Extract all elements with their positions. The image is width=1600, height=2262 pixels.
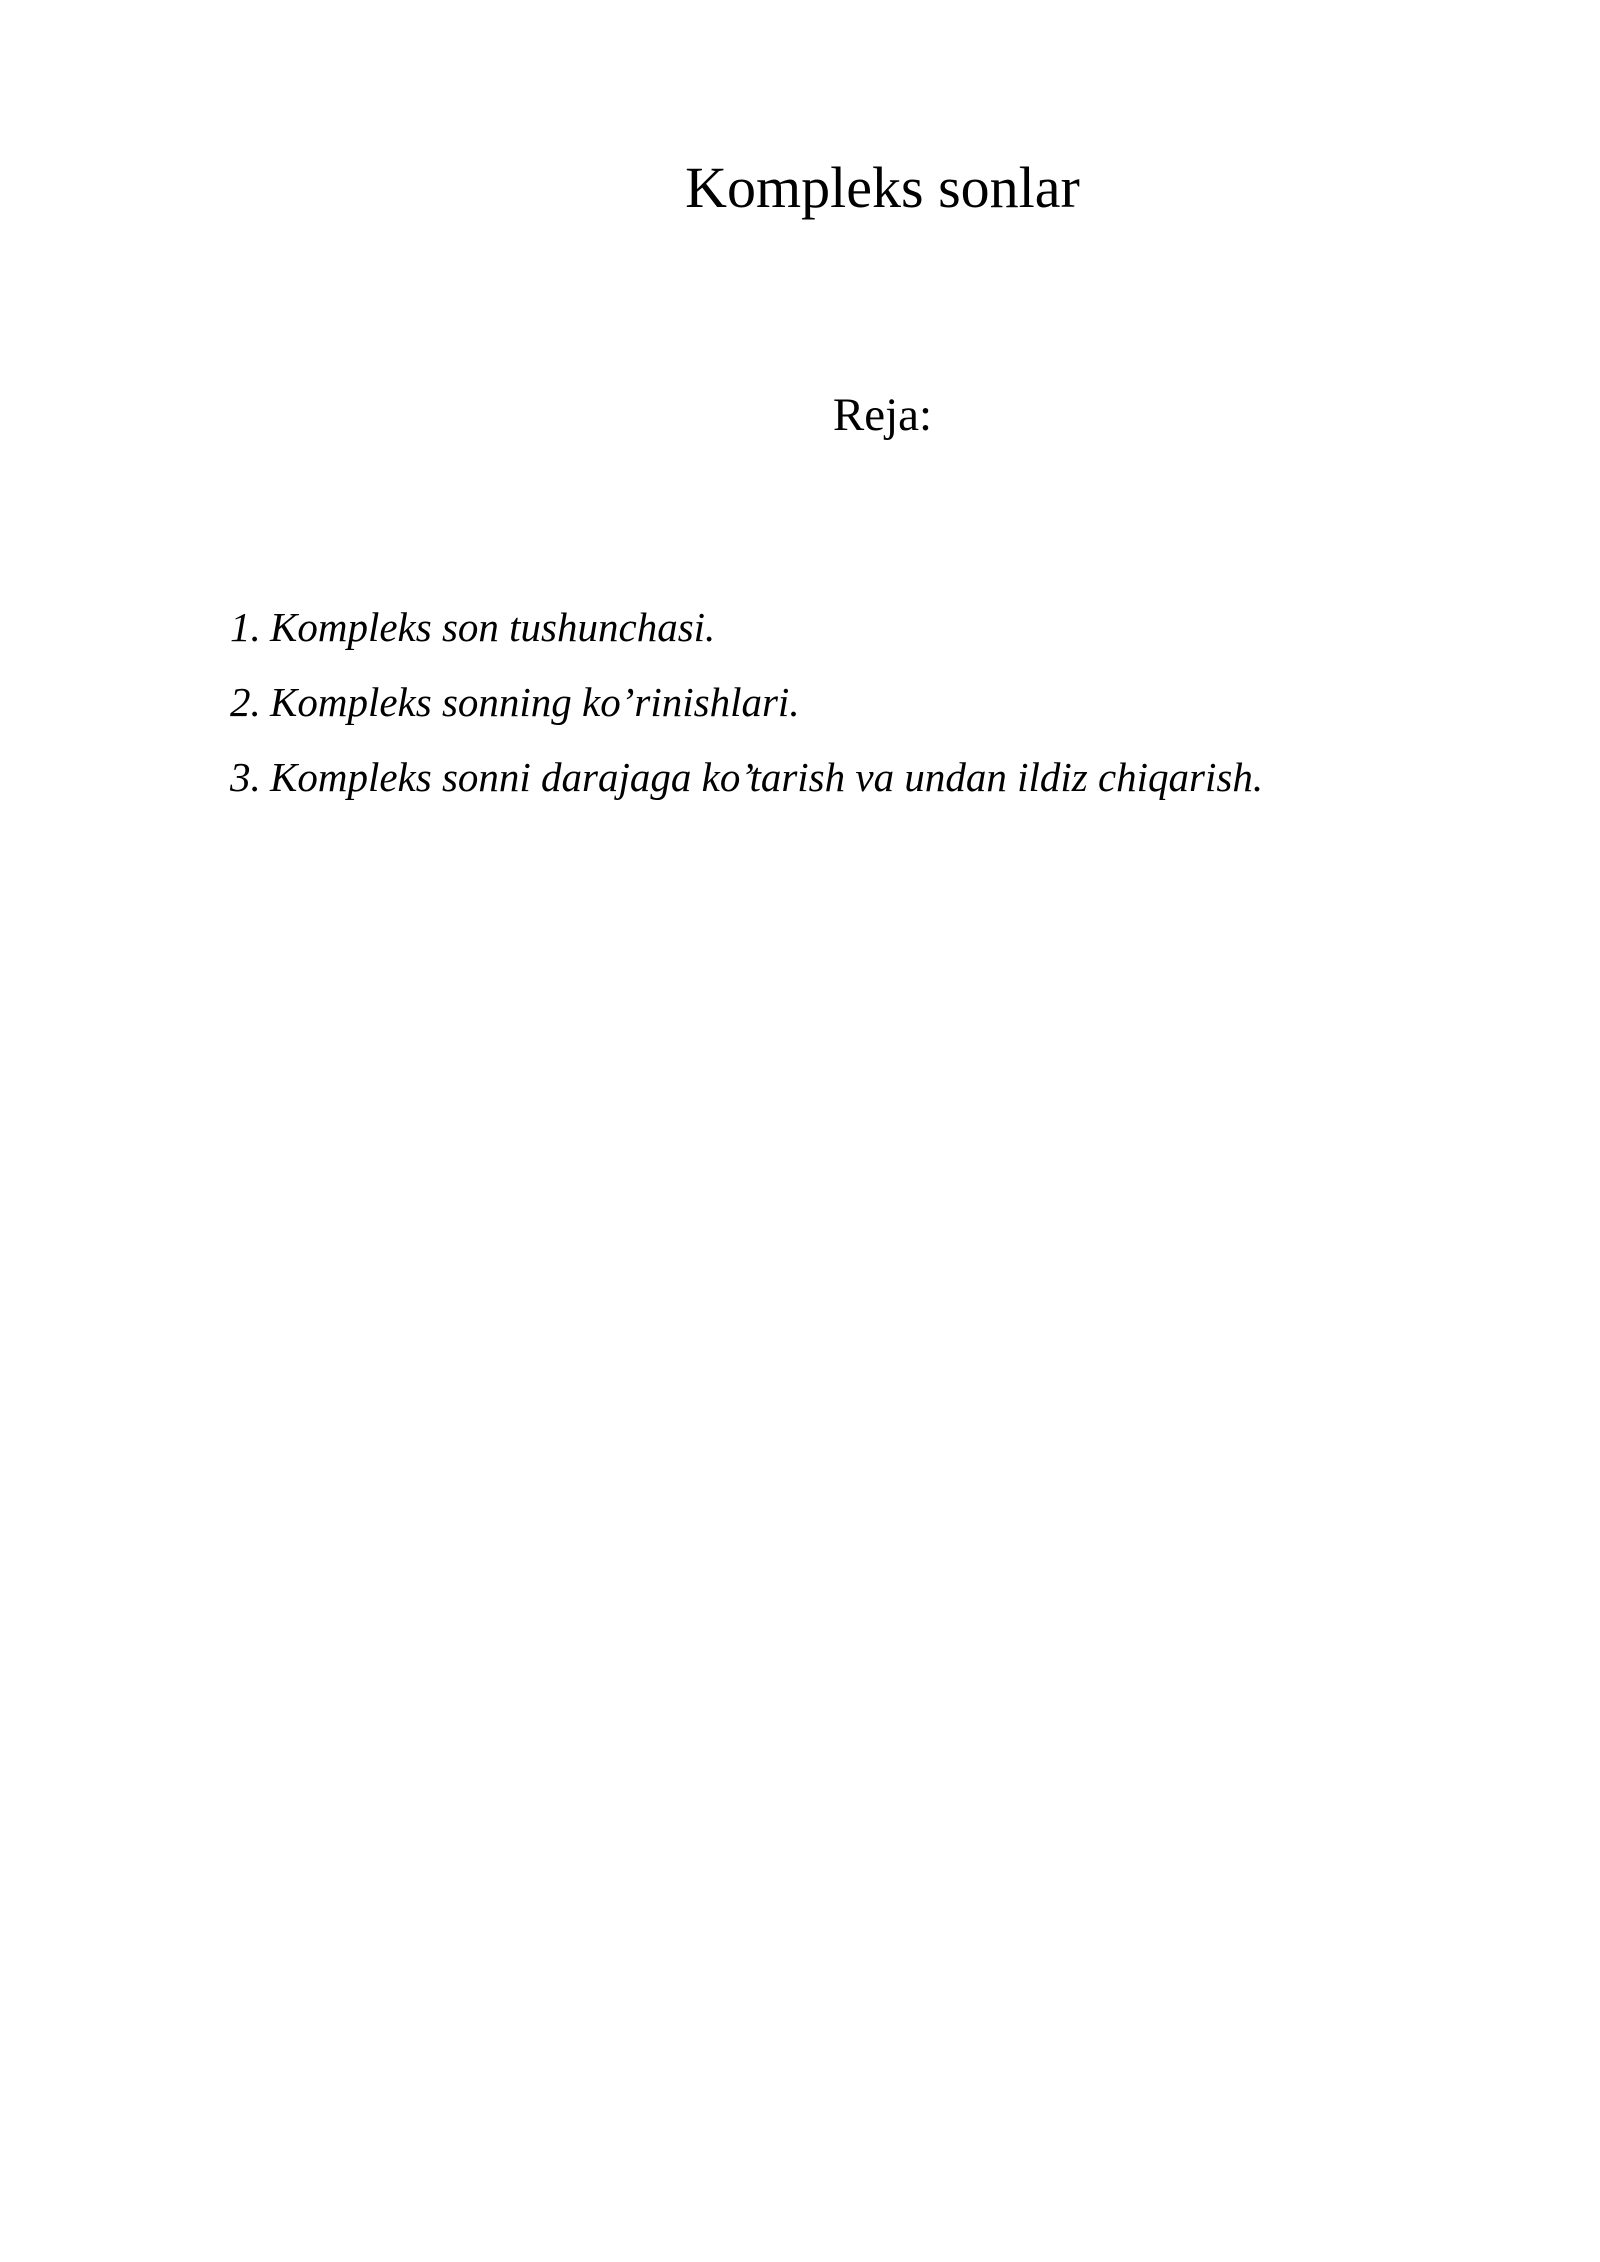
plan-item-text: Kompleks son tushunchasi. [270,604,716,650]
plan-item-number: 1. [230,604,261,650]
plan-item-text: Kompleks sonning ko’rinishlari. [270,679,800,725]
plan-item [230,747,1263,822]
plan-item-number: 3. [230,754,261,800]
plan-list [230,597,1263,822]
plan-item [230,597,1263,672]
document-title: Kompleks sonlar [685,155,1080,220]
plan-item-number: 2. [230,679,261,725]
plan-item [230,672,1263,747]
plan-item-text: Kompleks sonni darajaga ko’tarish va undan ildiz chiqarish. [270,754,1264,800]
plan-heading: Reja: [832,389,933,441]
